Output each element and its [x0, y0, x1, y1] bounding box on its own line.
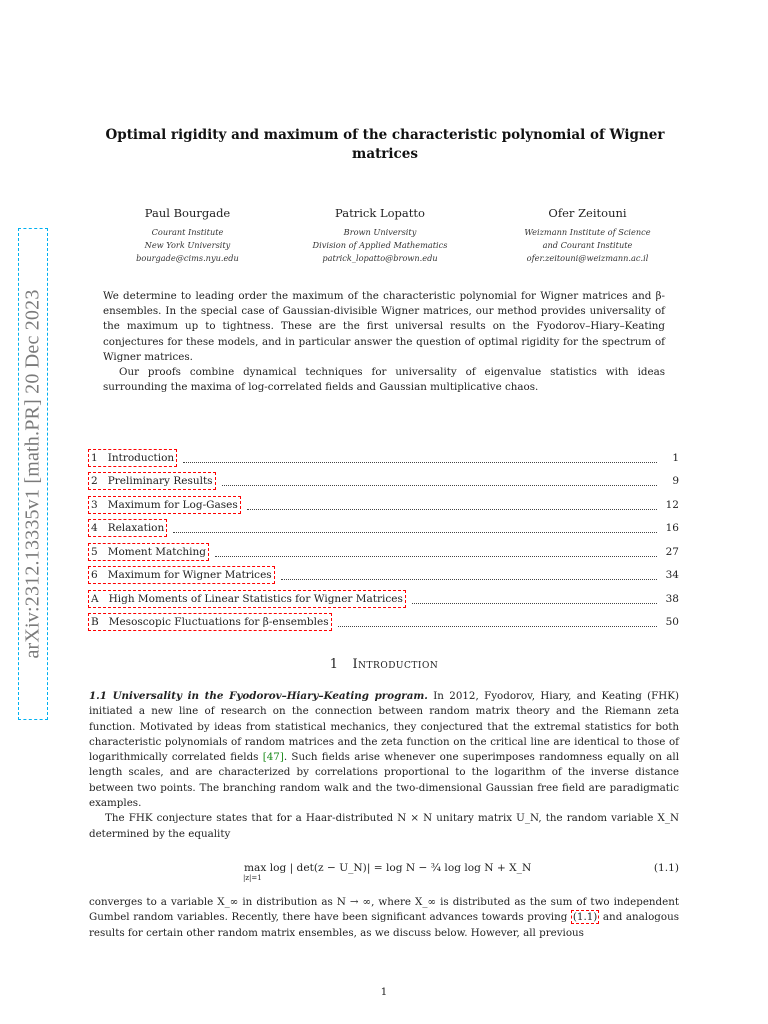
body-paragraph: converges to a variable X_∞ in distribution as N → ∞, where X_∞ is distributed as the sum of two independent Gumbel random variables. Recently, there have been significant advances towards proving (1.1) and analogous results for certain other random matrix ensembles, as we discuss below. However, all previous — [89, 896, 679, 939]
citation-link[interactable]: [47] — [262, 751, 284, 764]
body-text — [89, 689, 679, 842]
arxiv-stamp[interactable] — [18, 228, 48, 720]
author-2 — [290, 206, 470, 265]
toc-leader — [412, 594, 657, 604]
equation-content: max log | det(z − U_N)| = log N − ¾ log log N + X_N — [244, 862, 532, 874]
toc-link[interactable]: A High Moments of Linear Statistics for Wigner Matrices — [88, 590, 406, 608]
toc-row — [88, 493, 679, 517]
toc-page-number: 34 — [665, 569, 679, 582]
author-name: Paul Bourgade — [144, 206, 231, 220]
author-affiliation: and Courant Institute — [542, 240, 633, 250]
abstract — [103, 289, 665, 395]
toc-page-number: 16 — [665, 522, 679, 535]
toc-leader — [281, 570, 657, 580]
arxiv-stamp-text: arXiv:2312.13335v1 [math.PR] 20 Dec 2023 — [21, 289, 44, 659]
author-name: Patrick Lopatto — [335, 206, 425, 220]
toc-row — [88, 611, 679, 635]
table-of-contents — [88, 446, 679, 634]
toc-page-number: 9 — [672, 475, 679, 488]
author-3 — [495, 206, 680, 265]
toc-link[interactable]: 2 Preliminary Results — [88, 472, 216, 490]
toc-link[interactable]: B Mesoscopic Fluctuations for β-ensembles — [88, 613, 332, 631]
toc-link[interactable]: 6 Maximum for Wigner Matrices — [88, 566, 275, 584]
section-number: 1 — [329, 657, 339, 672]
toc-leader — [215, 547, 657, 557]
subsection-heading: 1.1 Universality in the Fyodorov–Hiary–Keating program. — [89, 690, 428, 702]
toc-page-number: 27 — [665, 545, 679, 558]
toc-leader — [222, 476, 657, 486]
toc-leader — [247, 500, 657, 510]
toc-row — [88, 470, 679, 494]
toc-row — [88, 540, 679, 564]
toc-link[interactable]: 1 Introduction — [88, 449, 177, 467]
body-text-continued — [89, 895, 679, 941]
equation-subscript: |z|=1 — [243, 874, 262, 882]
body-paragraph: 1.1 Universality in the Fyodorov–Hiary–Keating program. In 2012, Fyodorov, Hiary, and Keating (FHK) initiated a new line of research on the connection between random matrix theory and the Riemann zeta function. Motivated by ideas from statistical mechanics, they conjectured that the extremal statistics for both characteristic polynomials of random matrices and the zeta function on the critical line are identical to those of logarithmically correlated fields [47]. Such fields arise whenever one superimposes randomness equally on all length scales, and are characterized by correlations proportional to the logarithm of the inverse distance between two points. The branching random walk and the two-dimensional Gaussian free field are paradigmatic examples. — [89, 690, 679, 810]
page-number: 1 — [380, 986, 388, 998]
toc-row — [88, 564, 679, 588]
toc-leader — [183, 453, 657, 463]
author-affiliation: Division of Applied Mathematics — [312, 240, 448, 250]
toc-leader — [338, 617, 657, 627]
author-1 — [100, 206, 275, 265]
toc-row — [88, 517, 679, 541]
section-title: Introduction — [352, 657, 439, 672]
toc-page-number: 1 — [672, 451, 679, 464]
equation — [89, 860, 679, 884]
abstract-paragraph: We determine to leading order the maximum of the characteristic polynomial for Wigner matrices and β-ensembles. In the special case of Gaussian-divisible Wigner matrices, our method provides universality of the maximum up to tightness. These are the first universal results on the Fyodorov–Hiary–Keating conjectures for these models, and in particular answer the question of optimal rigidity for the spectrum of Wigner matrices. — [103, 290, 665, 363]
section-heading — [0, 657, 768, 672]
toc-link[interactable]: 5 Moment Matching — [88, 543, 209, 561]
toc-page-number: 50 — [665, 616, 679, 629]
author-email[interactable]: patrick_lopatto@brown.edu — [322, 253, 438, 263]
toc-page-number: 12 — [665, 498, 679, 511]
toc-leader — [173, 523, 657, 533]
author-email[interactable]: ofer.zeitouni@weizmann.ac.il — [526, 253, 649, 263]
body-paragraph: The FHK conjecture states that for a Haar-distributed N × N unitary matrix U_N, the random variable X_N determined by the equality — [89, 812, 679, 840]
toc-row — [88, 587, 679, 611]
abstract-paragraph: Our proofs combine dynamical techniques for universality of eigenvalue statistics with ideas surrounding the maxima of log-correlated fields and Gaussian multiplicative chaos. — [103, 366, 665, 394]
toc-link[interactable]: 4 Relaxation — [88, 519, 167, 537]
paper-title: Optimal rigidity and maximum of the characteristic polynomial of Wigner matrices — [105, 127, 665, 162]
equation-ref-link[interactable]: (1.1) — [572, 911, 598, 924]
author-email[interactable]: bourgade@cims.nyu.edu — [136, 253, 239, 263]
author-affiliation: New York University — [144, 240, 231, 250]
equation-number: (1.1) — [653, 862, 679, 874]
author-name: Ofer Zeitouni — [548, 206, 627, 220]
author-affiliation: Weizmann Institute of Science — [524, 227, 651, 237]
author-affiliation: Brown University — [343, 227, 417, 237]
toc-row — [88, 446, 679, 470]
author-affiliation: Courant Institute — [151, 227, 224, 237]
toc-page-number: 38 — [665, 592, 679, 605]
toc-link[interactable]: 3 Maximum for Log-Gases — [88, 496, 241, 514]
